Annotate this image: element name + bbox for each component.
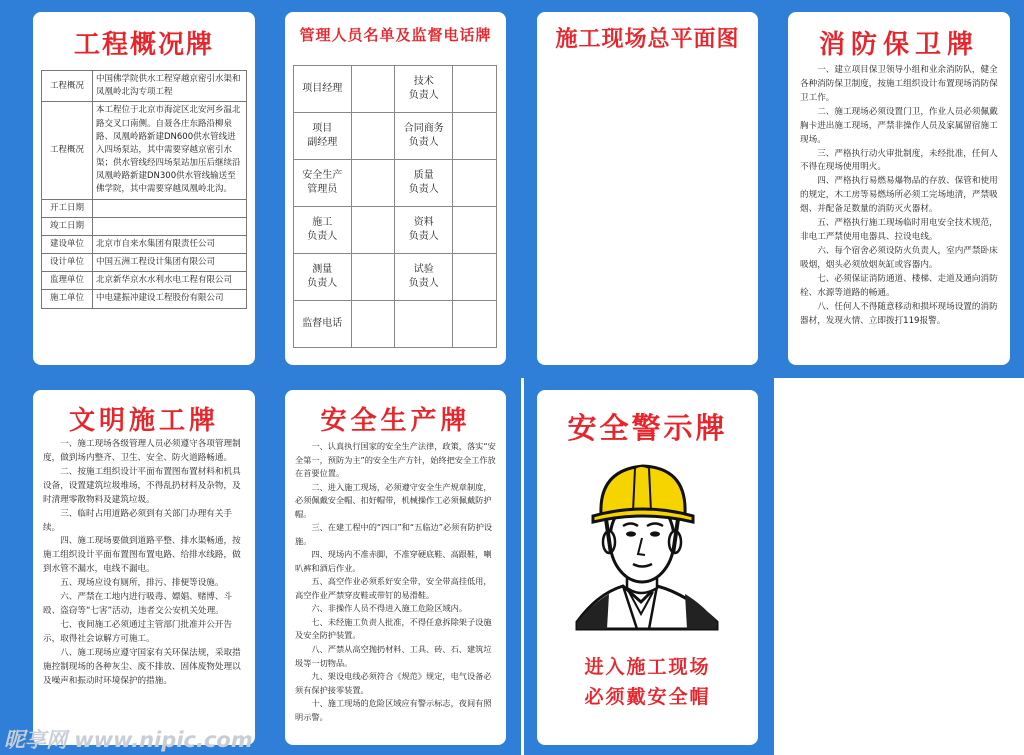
role-name [351, 301, 395, 348]
management-row [294, 160, 497, 207]
role-label [395, 301, 453, 348]
overview-key: 竣工日期 [42, 217, 93, 235]
overview-value: 北京新华京水水利水电工程有限公司 [93, 272, 247, 290]
civilized-rule-paragraph: 四、施工现场要做到道路平整、排水渠畅通，按施工组织设计平面布置图布置电路、给排水线路，做到水管不漏水，电线不漏电。 [43, 536, 241, 575]
overview-row [42, 290, 247, 308]
management-row [294, 254, 497, 301]
civilized-construction-text [43, 438, 247, 689]
role-label: 试验 负责人 [395, 254, 453, 301]
role-label: 安全生产 管理员 [294, 160, 352, 207]
safety-production-title: 安全生产牌 [320, 406, 471, 436]
role-label: 资料 负责人 [395, 207, 453, 254]
role-label: 技术 负责人 [395, 66, 453, 113]
safety-production-text [295, 440, 497, 724]
fire-security-title: 消防保卫牌 [818, 30, 979, 60]
overview-row [42, 217, 247, 235]
safety-warning-slogan-2: 必须戴安全帽 [584, 686, 711, 708]
civilized-construction-panel [33, 390, 255, 745]
management-list-title: 管理人员名单及监督电话牌 [299, 26, 492, 44]
overview-key: 监理单位 [42, 272, 93, 290]
site-plan-title: 施工现场总平面图 [555, 26, 740, 52]
role-name [351, 66, 395, 113]
vertical-divider [521, 378, 524, 755]
safety-rule-paragraph: 四、现场内不准赤脚，不准穿硬底鞋、高跟鞋，喇叭裤和酒后作业。 [295, 549, 492, 573]
management-row [294, 113, 497, 160]
watermark-right: ID:24816848 NO:20210609164326943102 [826, 729, 1016, 739]
safety-rule-paragraph: 五、高空作业必须系好安全带，安全带高挂低用，高空作业严禁穿皮鞋或带钉的易滑鞋。 [295, 576, 492, 600]
safety-rule-paragraph: 六、非操作人员不得进入施工危险区域内。 [311, 603, 467, 614]
fire-rule-paragraph: 四、严格执行易燃易爆物品的存放、保管和使用的规定，木工房等易燃场所必须工完场地清，严禁吸烟、并配备足数量的消防灭火器材。 [800, 176, 998, 215]
safety-rule-paragraph: 十、施工现场的危险区域应有警示标志，夜间有照明示警。 [295, 698, 492, 722]
overview-key: 开工日期 [42, 199, 93, 217]
role-label: 监督电话 [294, 301, 352, 348]
overview-value: 中国佛学院供水工程穿越京密引水渠和凤凰岭北沟专项工程 [93, 71, 247, 102]
role-name [351, 113, 395, 160]
project-overview-table [41, 70, 247, 309]
overview-value [93, 199, 247, 217]
safety-warning-slogan-1: 进入施工现场 [584, 656, 711, 678]
overview-row [42, 254, 247, 272]
overview-value: 中电建振冲建设工程股份有限公司 [93, 290, 247, 308]
role-name [453, 113, 497, 160]
overview-row [42, 199, 247, 217]
watermark-left: 昵享网 www.nipic.com [4, 728, 253, 752]
civilized-rule-paragraph: 二、按施工组织设计平面布置图布置材料和机具设备，设置建筑垃圾堆场，不得乱扔材料及杂物，及时清理零散物料及建筑垃圾。 [43, 466, 241, 505]
overview-key: 施工单位 [42, 290, 93, 308]
safety-rule-paragraph: 七、未经施工负责人批准，不得任意拆除架子设施及安全防护装置。 [295, 616, 492, 641]
safety-production-panel [285, 390, 506, 745]
civilized-rule-paragraph: 三、临时占用道路必须到有关部门办理有关手续。 [43, 508, 233, 533]
overview-row [42, 71, 247, 102]
overview-value: 中国五洲工程设计集团有限公司 [93, 254, 247, 272]
overview-value: 北京市自来水集团有限责任公司 [93, 235, 247, 253]
safety-warning-title: 安全警示牌 [567, 411, 728, 445]
civilized-rule-paragraph: 五、现场应设有厕所，排污、排便等设施。 [60, 578, 224, 589]
fire-rule-paragraph: 七、必须保证消防通道、楼梯、走道及通向消防栓、水源等道路的畅通。 [800, 273, 998, 298]
role-name [351, 160, 395, 207]
role-label: 测量 负责人 [294, 254, 352, 301]
safety-rule-paragraph: 二、进入施工现场，必须遵守安全生产规章制度，必须佩戴安全帽、扣好帽带，机械操作工必须佩戴防护帽。 [295, 481, 492, 519]
role-label: 项目经理 [294, 66, 352, 113]
management-row [294, 301, 497, 348]
fire-rule-paragraph: 三、严格执行动火审批制度，未经批准，任何人不得在现场使用明火。 [800, 148, 998, 173]
management-list-panel [285, 12, 506, 365]
overview-key: 建设单位 [42, 235, 93, 253]
role-label: 项目 副经理 [294, 113, 352, 160]
civilized-rule-paragraph: 八、施工现场应遵守国家有关环保法规，采取措施控制现场的各种灰尘、废不排放、固体废物处理以及噪声和振动时环境保护的措施。 [43, 647, 241, 686]
civilized-rule-paragraph: 七、夜间施工必须通过主管部门批准并公开告示，取得社会谅解方可施工。 [43, 619, 233, 644]
management-row [294, 66, 497, 113]
fire-rule-paragraph: 八、任何人不得随意移动和损坏现场设置的消防器材，发现火情、立即拨打119报警。 [800, 301, 998, 326]
overview-row [42, 272, 247, 290]
overview-key: 设计单位 [42, 254, 93, 272]
safety-warning-panel [537, 390, 758, 745]
role-label: 合同商务 负责人 [395, 113, 453, 160]
overview-value: 本工程位于北京市海淀区北安河乡温北路交叉口南侧。自聂各庄东路沿柳泉路、凤凰岭路新建DN600供水管线进入四场泵站，其中需要穿越京密引水渠；供水管线经四场泵站加压后继续沿凤凰岭路新建DN300供水管线输送至佛学院，其中需要穿越凤凰岭北沟。 [93, 102, 247, 199]
fire-security-text [800, 64, 1000, 329]
management-table [293, 65, 497, 348]
role-name [351, 254, 395, 301]
overview-key: 工程概况 [42, 71, 93, 102]
fire-rule-paragraph: 二、施工现场必须设置门卫，作业人员必须佩戴胸卡进出施工现场，严禁非操作人员及家属留宿施工现场。 [800, 106, 998, 145]
fire-security-panel [788, 12, 1010, 365]
site-plan-panel [537, 12, 758, 365]
overview-key: 工程概况 [42, 102, 93, 199]
fire-rule-paragraph: 五、严格执行施工现场临时用电安全技术规范，非电工严禁使用电器具、拉设电线。 [800, 218, 998, 243]
civilized-rule-paragraph: 六、严禁在工地内进行吸毒、嫖娼、赌博、斗殴、盗窃等“七害”活动，违者交公安机关处理。 [43, 592, 233, 617]
safety-rule-paragraph: 九、架设电线必须符合《规范》规定，电气设备必须有保护接零装置。 [295, 671, 492, 695]
role-name [351, 207, 395, 254]
project-overview-panel [33, 12, 255, 365]
fire-rule-paragraph: 一、建立项目保卫领导小组和业余消防队，健全各种消防保卫制度，按施工组织设计布置现场消防保卫工作。 [800, 65, 998, 103]
role-label: 施工 负责人 [294, 207, 352, 254]
safety-rule-paragraph: 八、严禁从高空抛扔材料、工具、砖、石、建筑垃圾等一切物品。 [295, 643, 492, 668]
safety-rule-paragraph: 三、在建工程中的“四口”和“五临边”必须有防护设施。 [295, 522, 493, 546]
fire-rule-paragraph: 六、每个宿舍必须设防火负责人，室内严禁卧床吸烟，烟头必须放烟灰缸或容器内。 [800, 245, 998, 270]
role-label: 质量 负责人 [395, 160, 453, 207]
role-name [453, 207, 497, 254]
role-name [453, 301, 497, 348]
role-name [453, 160, 497, 207]
overview-row [42, 102, 247, 199]
helmet-worker-icon [537, 454, 758, 654]
safety-rule-paragraph: 一、认真执行国家的安全生产法律，政策，落实“安全第一，预防为主”的安全生产方针，始终把安全工作放在首要位置。 [295, 441, 496, 479]
project-overview-title: 工程概况牌 [73, 30, 214, 60]
overview-row [42, 235, 247, 253]
role-name [453, 66, 497, 113]
overview-value [93, 217, 247, 235]
civilized-rule-paragraph: 一、施工现场各级管理人员必须遵守各项管理制度，做到场内整齐、卫生、安全、防火道路畅通。 [43, 439, 241, 463]
management-row [294, 207, 497, 254]
blank-area [774, 378, 1024, 755]
civilized-construction-title: 文明施工牌 [68, 406, 219, 436]
role-name [453, 254, 497, 301]
